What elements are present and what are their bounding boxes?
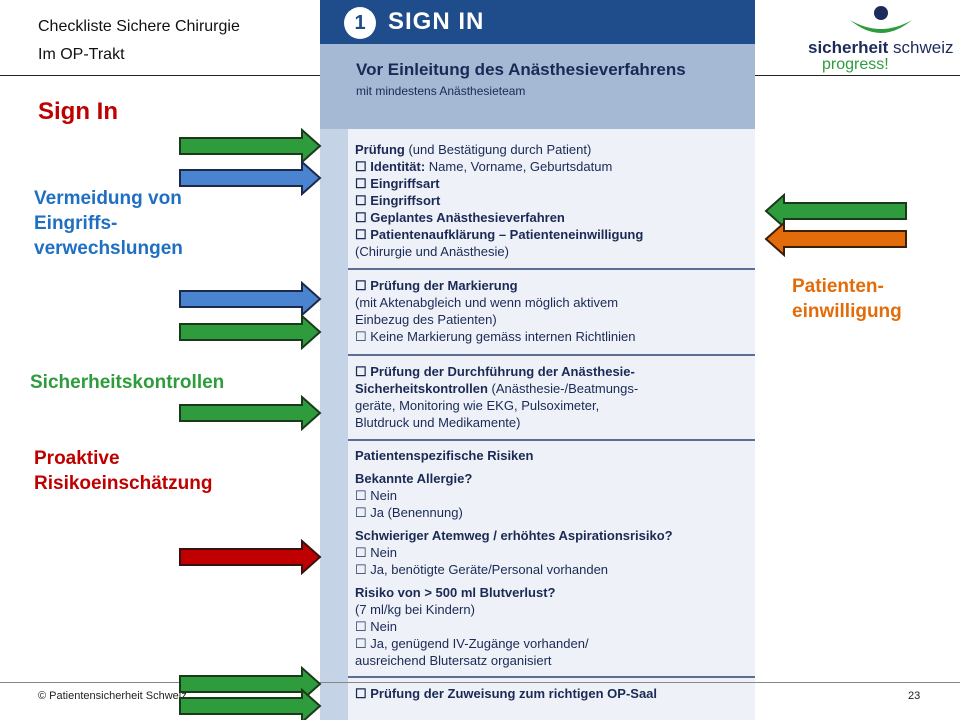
logo-mark-icon: [846, 4, 916, 38]
step-badge: 1: [344, 7, 376, 39]
checklist-line: geräte, Monitoring wie EKG, Pulsoximeter,: [355, 398, 600, 413]
checklist-line: ☐ Nein: [355, 619, 398, 634]
page-title: Checkliste Sichere Chirurgie: [38, 18, 240, 35]
checklist-title: SIGN IN: [388, 8, 485, 35]
checklist-line: ☐ Prüfung der Markierung: [355, 278, 518, 293]
arrow-right-icon: [178, 281, 322, 317]
page-number: 23: [908, 690, 921, 702]
footer-divider: [0, 682, 960, 683]
checklist-line: ☐ Patientenaufklärung – Patienteneinwilligung: [355, 227, 644, 242]
checklist-line: ☐ Eingriffsart: [355, 176, 440, 191]
checklist-line: Sicherheitskontrollen (Anästhesie-/Beatmungs-: [355, 381, 639, 396]
checklist-line: ausreichend Blutersatz organisiert: [355, 653, 552, 668]
checklist-line: Prüfung (und Bestätigung durch Patient): [355, 142, 592, 157]
checklist-line: ☐ Prüfung der Durchführung der Anästhesie-: [355, 364, 635, 379]
arrow-right-icon: [178, 160, 322, 196]
checklist-line: ☐ Identität: Name, Vorname, Geburtsdatum: [355, 159, 613, 174]
checklist-line: Schwieriger Atemweg / erhöhtes Aspirationsrisiko?: [355, 528, 673, 543]
checklist-line: Risiko von > 500 ml Blutverlust?: [355, 585, 556, 600]
checklist-line: ☐ Ja, benötigte Geräte/Personal vorhanden: [355, 562, 609, 577]
checklist-line: Blutdruck und Medikamente): [355, 415, 521, 430]
arrow-right-icon: [178, 688, 322, 720]
checklist-line: ☐ Keine Markierung gemäss internen Richtlinien: [355, 329, 636, 344]
checklist-subtitle-note: mit mindestens Anästhesieteam: [356, 84, 526, 98]
arrow-right-icon: [178, 314, 322, 350]
checklist-line: Patientenspezifische Risiken: [355, 448, 534, 463]
checklist-line: Einbezug des Patienten): [355, 312, 497, 327]
checklist-subtitle: Vor Einleitung des Anästhesieverfahrens: [356, 60, 686, 79]
checklist-line: (Chirurgie und Anästhesie): [355, 244, 509, 259]
checklist-line: (mit Aktenabgleich und wenn möglich aktivem: [355, 295, 619, 310]
section-divider: [348, 268, 755, 270]
checklist-line: ☐ Nein: [355, 488, 398, 503]
checklist-line: Bekannte Allergie?: [355, 471, 473, 486]
page-subtitle: Im OP-Trakt: [38, 46, 125, 63]
arrow-left-icon: [764, 221, 908, 257]
checklist-line: ☐ Geplantes Anästhesieverfahren: [355, 210, 565, 225]
checklist-line: ☐ Ja, genügend IV-Zugänge vorhanden/: [355, 636, 589, 651]
checklist-line: ☐ Prüfung der Zuweisung zum richtigen OP-Saal: [355, 686, 658, 701]
checklist-line: ☐ Eingriffsort: [355, 193, 441, 208]
logo-brand: sicherheit schweiz: [808, 38, 954, 57]
sicherheitskontrollen-label: Sicherheitskontrollen: [30, 372, 225, 393]
logo-tagline: progress!: [822, 56, 889, 73]
logo: [808, 4, 958, 74]
arrow-right-icon: [178, 539, 322, 575]
section-divider: [348, 354, 755, 356]
checklist-line: (7 ml/kg bei Kindern): [355, 602, 475, 617]
checklist-header: [320, 0, 755, 44]
vermeidung-label: Vermeidung von Eingriffs- verwechslungen: [34, 188, 183, 259]
checklist-line: ☐ Nein: [355, 545, 398, 560]
proaktive-label: Proaktive Risikoeinschätzung: [34, 448, 213, 494]
footer-copyright: © Patientensicherheit Schweiz: [38, 690, 187, 702]
checklist-line: ☐ Ja (Benennung): [355, 505, 463, 520]
arrow-right-icon: [178, 395, 322, 431]
checklist-subheader: [320, 44, 755, 129]
section-divider: [348, 676, 755, 678]
section-divider: [348, 439, 755, 441]
arrow-right-icon: [178, 128, 322, 164]
patienten-label: Patienten- einwilligung: [792, 276, 902, 322]
sign-in-label: Sign In: [38, 98, 118, 125]
